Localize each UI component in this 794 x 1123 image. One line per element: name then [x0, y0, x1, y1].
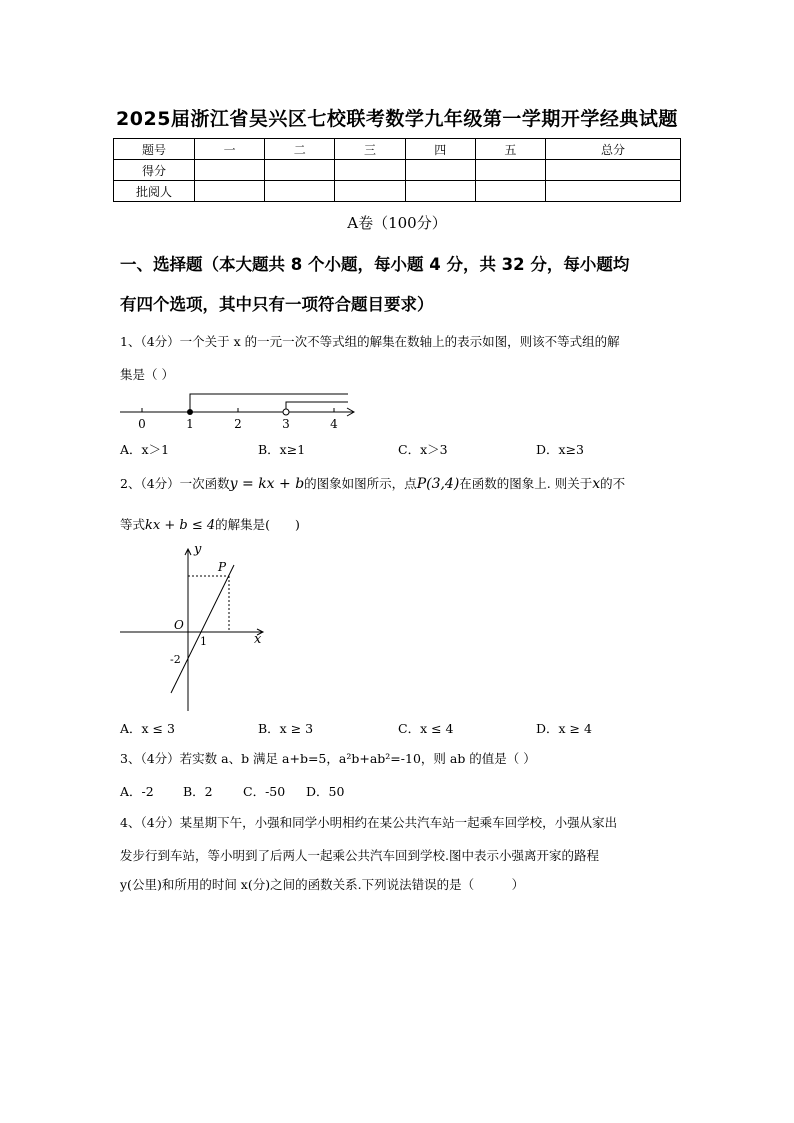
table-cell: [265, 181, 335, 202]
q2-line2-suffix: 的解集是( ): [215, 517, 300, 532]
table-cell: [405, 160, 475, 181]
x-axis-label: x: [254, 632, 262, 647]
score-table: [113, 138, 681, 202]
table-cell: 五: [475, 139, 545, 160]
score-row: [114, 160, 681, 181]
tick-label: 1: [186, 417, 194, 431]
table-cell: 题号: [114, 139, 195, 160]
q1-option-a: A．x＞1: [120, 442, 170, 457]
origin-label: O: [174, 618, 184, 632]
q2-option-d: D．x ≥ 4: [536, 721, 592, 736]
q2-point: P(3,4): [416, 476, 460, 492]
table-cell: [475, 160, 545, 181]
table-cell: [546, 160, 681, 181]
q2-tail: 的不: [600, 476, 626, 491]
table-cell: [195, 181, 265, 202]
q4-text-line3: y(公里)和所用的时间 x(分)之间的函数关系.下列说法错误的是（ ）: [120, 877, 525, 892]
table-cell: [405, 181, 475, 202]
tick-label: 0: [138, 417, 146, 431]
table-cell: 三: [335, 139, 405, 160]
q2-inequality: kx + b ≤ 4: [145, 518, 216, 533]
q1-text-line1: 1、（4分）一个关于 x 的一元一次不等式组的解集在数轴上的表示如图，则该不等式组的解: [120, 334, 620, 349]
table-cell: 得分: [114, 160, 195, 181]
table-cell: [335, 160, 405, 181]
q2-middle: 的图象如图所示，点: [304, 476, 417, 491]
q1-option-d: D．x≥3: [536, 442, 584, 457]
table-cell: [195, 160, 265, 181]
q2-var: x: [592, 476, 601, 492]
q4-text-line2: 发步行到车站，等小明到了后两人一起乘公共汽车回到学校.图中表示小强离开家的路程: [120, 848, 599, 863]
section-a-heading: A卷（100分）: [347, 214, 447, 232]
tick-label: 4: [330, 417, 338, 431]
q2-line2-prefix: 等式: [120, 517, 146, 532]
q2-option-c: C．x ≤ 4: [398, 721, 454, 736]
q2-graph: [118, 543, 268, 713]
solution-bracket-1: [190, 394, 348, 412]
q2-option-b: B．x ≥ 3: [258, 721, 314, 736]
q2-text-line2: [120, 508, 680, 543]
tick-label: 2: [234, 417, 242, 431]
q3-option-c: C．-50: [243, 784, 286, 799]
q2-prefix: 2、（4分）一次函数: [120, 476, 230, 491]
reviewer-row: [114, 181, 681, 202]
part1-heading-line1: 一、选择题（本大题共 8 个小题，每小题 4 分，共 32 分，每小题均: [120, 255, 630, 274]
table-cell: 二: [265, 139, 335, 160]
table-cell: 总分: [546, 139, 681, 160]
part1-heading-line2: 有四个选项，其中只有一项符合题目要求）: [120, 295, 434, 314]
q2-suffix: 在函数的图象上. 则关于: [459, 476, 593, 491]
table-cell: [265, 160, 335, 181]
closed-point: [187, 409, 193, 415]
q3-option-b: B．2: [183, 784, 213, 799]
q4-text-line1: 4、（4分）某星期下午，小强和同学小明相约在某公共汽车站一起乘车回学校，小强从家出: [120, 815, 618, 830]
solution-bracket-2: [286, 402, 348, 412]
score-table-header-row: [114, 139, 681, 160]
q2-option-a: A．x ≤ 3: [120, 721, 175, 736]
point-p-label: P: [218, 560, 227, 574]
table-cell: [475, 181, 545, 202]
q3-option-a: A．-2: [120, 784, 154, 799]
q1-option-c: C．x＞3: [398, 442, 448, 457]
q1-number-line: [118, 388, 358, 432]
q2-function: y = kx + b: [229, 476, 305, 492]
open-point: [283, 409, 289, 415]
y-axis-label: y: [194, 543, 202, 557]
table-cell: [335, 181, 405, 202]
q2-text-line1: [120, 467, 680, 501]
q3-text: 3、（4分）若实数 a、b 满足 a+b=5，a²b+ab²=-10，则 ab 的值是（ ）: [120, 751, 536, 766]
tick-label: 3: [282, 417, 290, 431]
y-intercept-label: -2: [170, 653, 181, 666]
x-intercept-label: 1: [200, 635, 207, 648]
table-cell: 一: [195, 139, 265, 160]
q1-option-b: B．x≥1: [258, 442, 306, 457]
exam-title: 2025届浙江省吴兴区七校联考数学九年级第一学期开学经典试题: [116, 108, 678, 130]
table-cell: 批阅人: [114, 181, 195, 202]
q3-option-d: D．50: [306, 784, 345, 799]
table-cell: [546, 181, 681, 202]
table-cell: 四: [405, 139, 475, 160]
q1-text-line2: 集是（ ）: [120, 367, 174, 382]
